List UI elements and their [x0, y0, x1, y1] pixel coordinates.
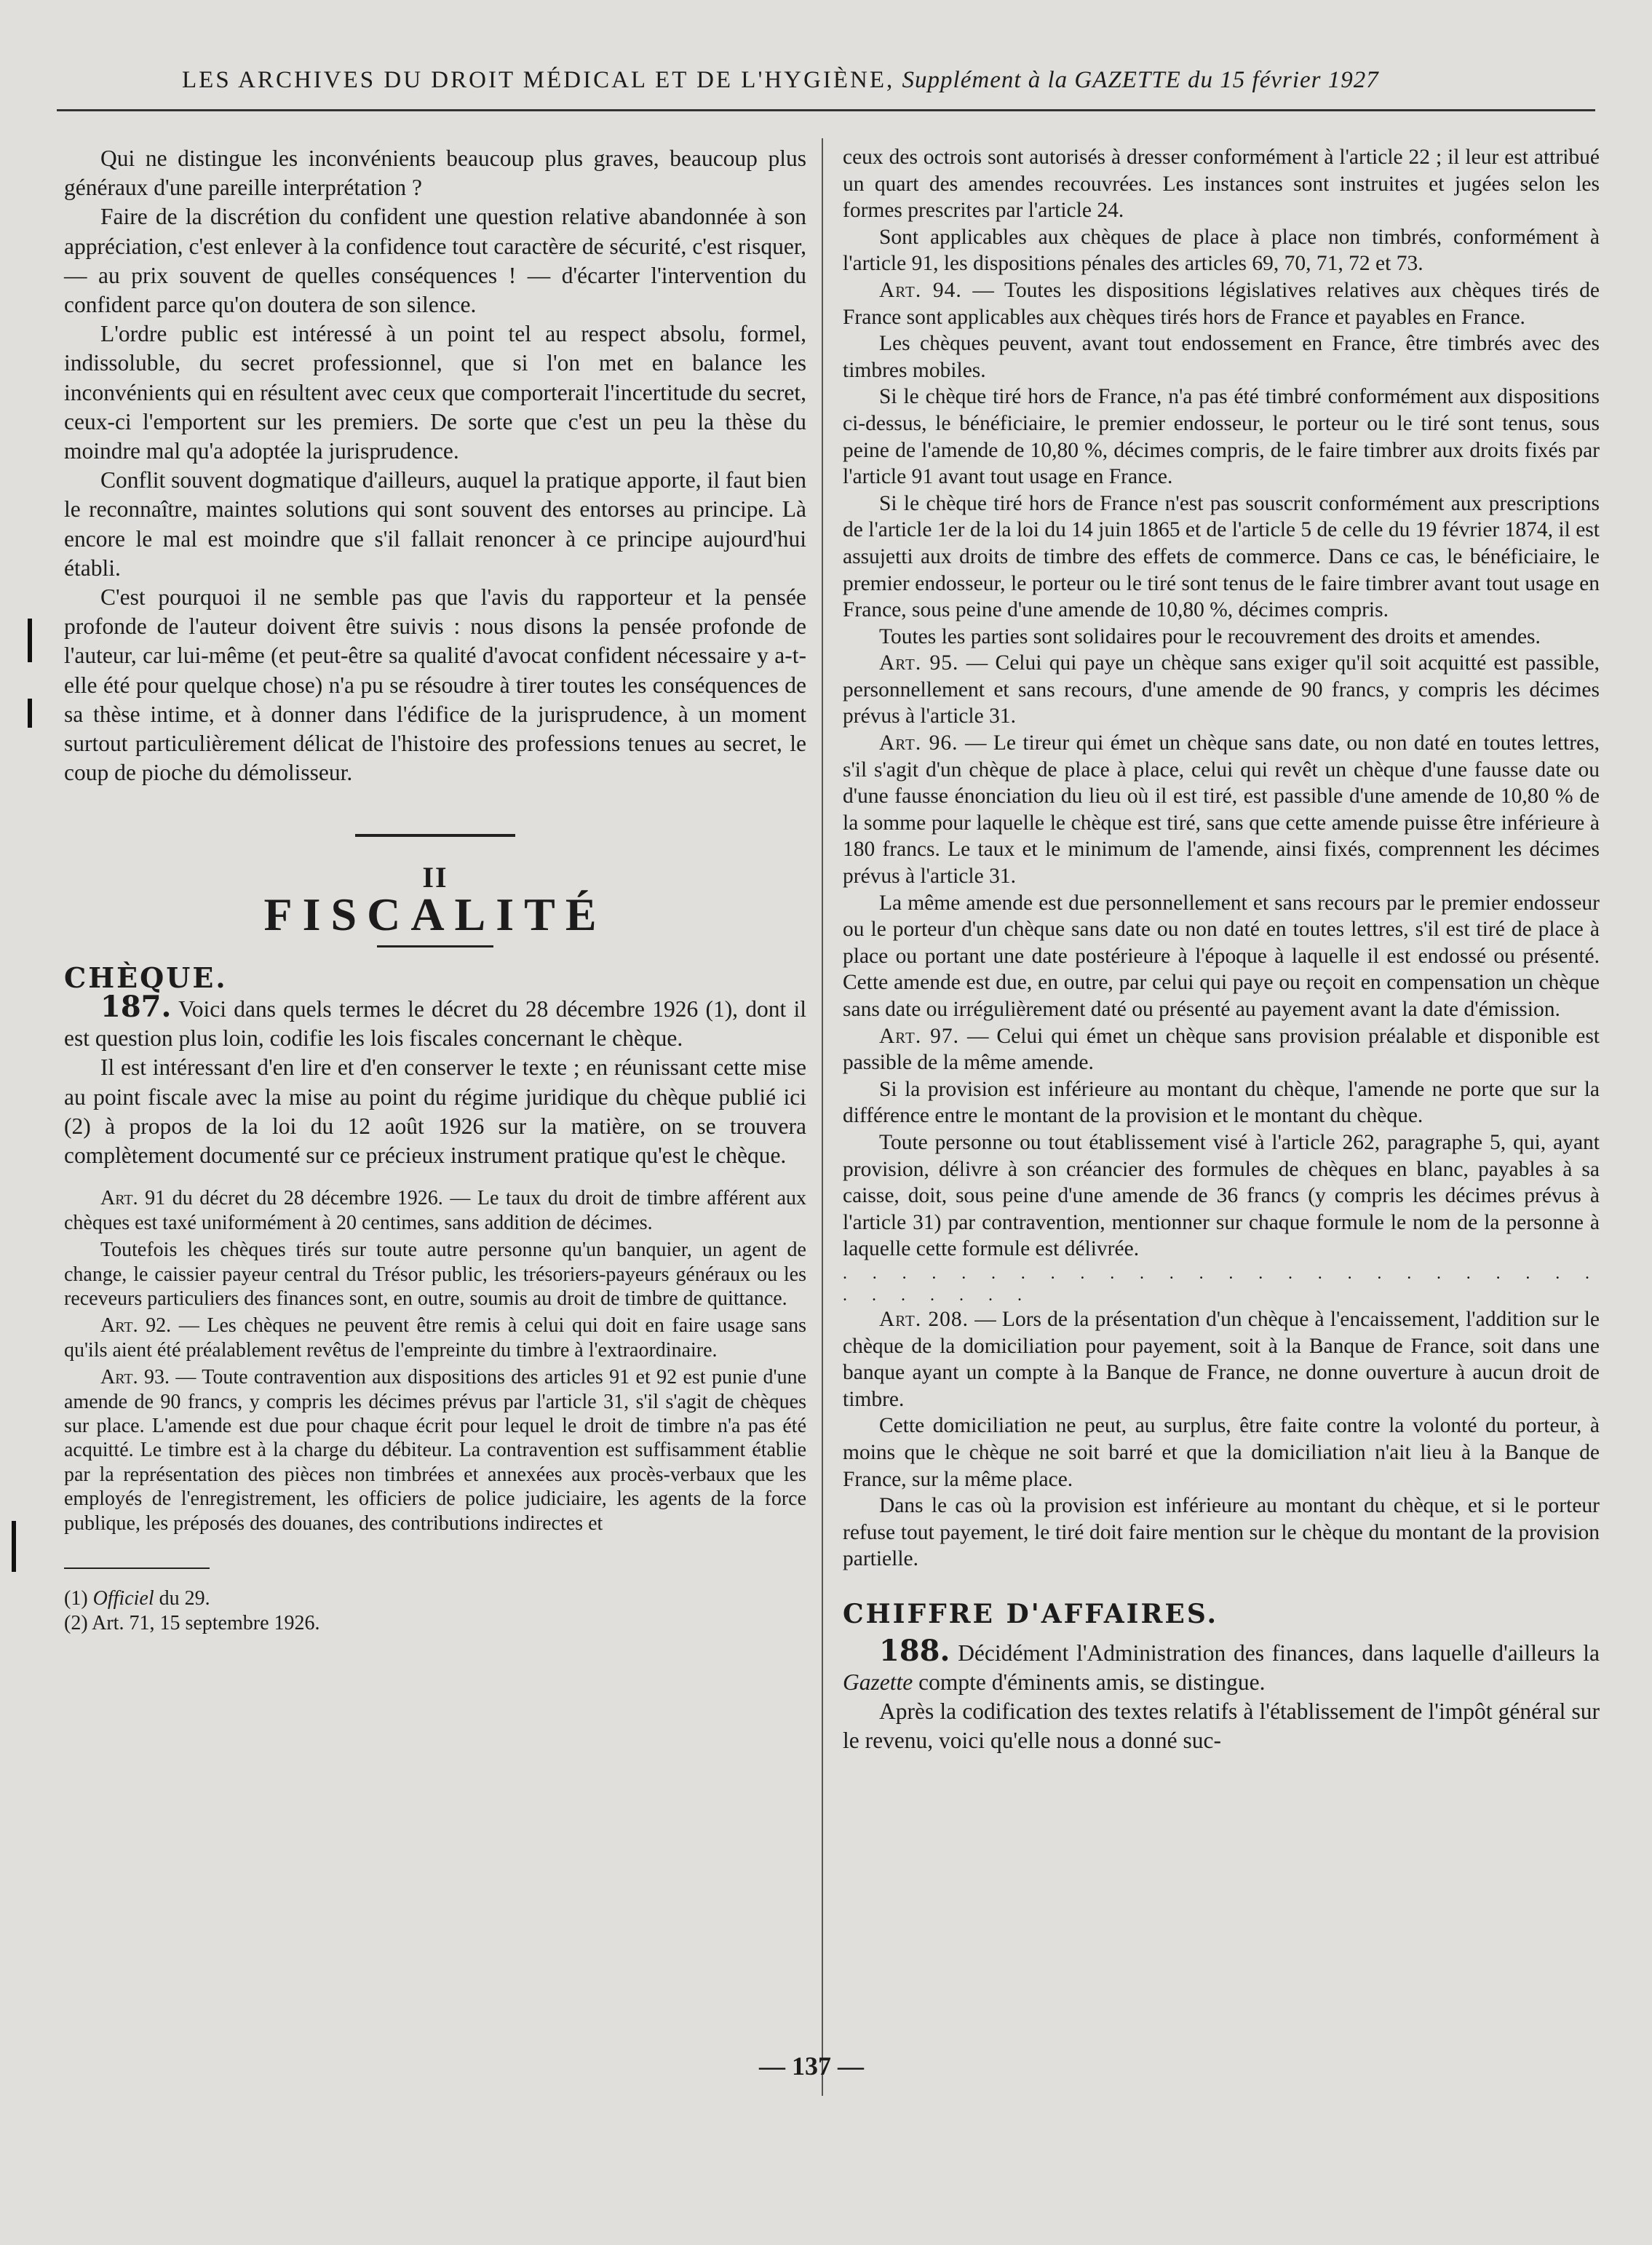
article-text: — Celui qui émet un chèque sans provision préalable et disponible est passible de la même amende.: [843, 1024, 1600, 1075]
paragraph: Sont applicables aux chèques de place à place non timbrés, conformément à l'article 91, les dispositions pénales des articles 69, 70, 71, 72 et 73.: [843, 225, 1600, 276]
left-column: [64, 144, 806, 1636]
section-number: II: [422, 861, 448, 894]
paragraph: La même amende est due personnellement et sans recours par le premier endosseur ou le porteur d'un chèque sans date ou non daté en toutes lettres, s'il est tiré de place à place ou portant une date postérieure à l'époque à laquelle il est endossé ou présenté. Cette amende est due, en outre, par celui qui paye ou reçoit en compensation un chèque sans date ou irrégulièrement daté ou présenté au payement avant la date d'émission.: [843, 891, 1600, 1021]
paragraph: Conflit souvent dogmatique d'ailleurs, auquel la pratique apporte, il faut bien le reconnaître, maintes solutions qui sont souvent des entorses au principe. Là encore le mal est moindre que s'il fallait renoncer à ce principe aujourd'hui établi.: [64, 467, 806, 581]
paragraph: ceux des octrois sont autorisés à dresser conformément à l'article 22 ; il leur est attribué un quart des amendes recouvrées. Les instances sont instruites et jugées selon les formes prescrites par l'article 24.: [843, 146, 1600, 223]
article-label: Art. 97.: [879, 1024, 960, 1048]
article-208: [843, 1306, 1600, 1412]
article-96: [843, 730, 1600, 890]
article-text: — Celui qui paye un chèque sans exiger qu'il soit acquitté est passible, personnellement et sans recours, d'une amende de 90 francs, y compris les décimes prévus à l'article 31.: [843, 651, 1600, 728]
paragraph: Faire de la discrétion du confident une question relative abandonnée à son appréciation, c'est enlever à la confidence tout caractère de sécurité, c'est risquer, — au prix souvent de quelles conséquences ! — d'écarter l'intervention du confident parce qu'on doutera de son silence.: [64, 204, 806, 318]
article-text: Toutefois les chèques tirés sur toute autre personne qu'un banquier, un agent de change, le caissier payeur central du Trésor public, les trésoriers-payeurs généraux ou les receveurs particuliers des finances sont, en outre, soumis au droit de timbre de quittance.: [64, 1239, 806, 1310]
rubric-chiffre-affaires: CHIFFRE D'AFFAIRES.: [843, 1598, 1219, 1629]
article-92: [64, 1314, 806, 1362]
running-head-title: LES ARCHIVES DU DROIT MÉDICAL ET DE L'HYGIÈNE,: [182, 67, 895, 93]
paragraph: Si la provision est inférieure au montant du chèque, l'amende ne porte que sur la différence entre le montant de la provision et le montant du chèque.: [843, 1077, 1600, 1128]
article-94: [843, 277, 1600, 330]
article-93: [64, 1365, 806, 1535]
article-label: Art. 91: [100, 1187, 166, 1210]
article-97: [843, 1023, 1600, 1076]
paragraph-text: Voici dans quels termes le décret du 28 décembre 1926 (1), dont il est question plus loin, codifie les lois fiscales concernant le chèque.: [64, 996, 807, 1052]
rubric-cheque: CHÈQUE.: [64, 961, 228, 994]
right-column: [843, 144, 1600, 1755]
paragraph: Qui ne distingue les inconvénients beaucoup plus graves, beaucoup plus généraux d'une pareille interprétation ?: [64, 146, 806, 201]
paragraph-number: 187.: [100, 990, 172, 1025]
paragraph: Cette domiciliation ne peut, au surplus, être faite contre la volonté du porteur, à moins que le chèque ne soit barré et que la domiciliation n'ait lieu à la Banque de France, sur la même place.: [843, 1414, 1600, 1491]
paragraph: Les chèques peuvent, avant tout endossement en France, être timbrés avec des timbres mobiles.: [843, 332, 1600, 382]
paragraph: Toute personne ou tout établissement visé à l'article 262, paragraphe 5, qui, ayant provision, délivre à son créancier des formules de chèques en blanc, payables à sa caisse, doit, sous peine d'une amende de 36 francs (y compris les décimes prévus à l'article 31) par contravention, mentionner sur chaque formule le nom de la personne à laquelle cette formule est délivrée.: [843, 1130, 1600, 1261]
article-95: [843, 650, 1600, 730]
paragraph-text: Décidément l'Administration des finances, dans laquelle d'ailleurs la: [958, 1640, 1600, 1666]
paragraph-italic: Gazette: [843, 1669, 913, 1695]
margin-mark: [28, 699, 32, 728]
paragraph: C'est pourquoi il ne semble pas que l'avis du rapporteur et la pensée profonde de l'auteur doivent être suivis : nous disons la pensée profonde de l'auteur, car lui-même (et peut-être sa qualité d'avocat confident nécessaire y a-t-elle été pour quelque chose) n'a pu se résoudre à tirer toutes les conséquences de sa thèse intime, et à donner dans l'édifice de la jurisprudence, à un moment surtout particulièrement délicat de l'histoire des professions tenues au secret, le coup de pioche du démolisseur.: [64, 584, 806, 786]
footnote-2: [64, 1611, 806, 1636]
paragraph: Dans le cas où la provision est inférieure au montant du chèque, et si le porteur refuse tout payement, le tiré doit faire mention sur le chèque du montant de la provision partielle.: [843, 1494, 1600, 1571]
paragraph: Toutes les parties sont solidaires pour le recouvrement des droits et amendes.: [879, 624, 1541, 648]
article-text: du décret du 28 décembre 1926. — Le taux du droit de timbre afférent aux chèques est taxé uniformément à 20 centimes, sans addition de décimes.: [64, 1187, 807, 1234]
article-text: — Toutes les dispositions législatives relatives aux chèques tirés de France sont applicables aux chèques tirés hors de France et payables en France.: [843, 278, 1600, 329]
article-label: Art. 96.: [879, 731, 958, 755]
article-text: — Toute contravention aux dispositions des articles 91 et 92 est punie d'une amende de 90 francs, y compris les décimes prévus par l'article 31, s'il s'agit de chèques sur place. L'amende est due pour chaque écrit pour lequel le droit de timbre n'a pas été acquitté. Le timbre est à la charge du débiteur. La contravention est suffisamment établie par la représentation des pièces non timbrées et annexées aux procès-verbaux que les employés de l'enregistrement, les officiers de police judiciaire, les agents de la force publique, les préposés des douanes, des contributions indirectes et: [64, 1366, 807, 1535]
footnote-mark: (1): [64, 1586, 88, 1610]
footnote-mark: (2): [64, 1611, 88, 1634]
running-head: [182, 67, 1485, 94]
article-label: Art. 94.: [879, 278, 962, 302]
page-number: — 137 —: [759, 2051, 864, 2081]
article-label: Art. 95.: [879, 651, 959, 675]
paragraph-number: 188.: [879, 1633, 950, 1668]
paragraph: Après la codification des textes relatifs à l'établissement de l'impôt général sur le revenu, voici qu'elle nous a donné suc-: [843, 1698, 1600, 1753]
footnote-italic: Officiel: [92, 1586, 154, 1610]
article-text: — Le tireur qui émet un chèque sans date, ou non daté en toutes lettres, s'il s'agit d'un chèque de place à place, celui qui revêt un chèque d'une fausse date ou d'une fausse énonciation du lieu où il est tiré, est passible d'une amende de 10,80 % de la somme pour laquelle le chèque est tiré, sans que cette amende puisse être inférieure à 180 francs. Le taux et le minimum de l'amende, ainsi fixés, comprennent les décimes prévus à l'article 31.: [843, 731, 1600, 889]
paragraph: Si le chèque tiré hors de France, n'a pas été timbré conformément aux dispositions ci-dessus, le bénéficiaire, le premier endosseur, le porteur ou le tiré sont tenus, sous peine de l'amende de 10,80 %, décimes compris, de le faire timbrer aux droits fixés par l'article 91 avant tout usage en France.: [843, 385, 1600, 489]
footnote-text: Art. 71, 15 septembre 1926.: [92, 1611, 320, 1634]
paragraph: Si le chèque tiré hors de France n'est pas souscrit conformément aux prescriptions de l'article 1er de la loi du 14 juin 1865 et de l'article 5 de celle du 19 février 1874, il est assujetti aux droits de timbre des effets de commerce. Dans ce cas, le bénéficiaire, le premier endosseur, le porteur ou le tiré sont tenus de le faire timbrer avant tout usage en France, sous peine d'une amende de 10,80 %, décimes compris.: [843, 491, 1600, 622]
footnote-text: du 29.: [159, 1586, 210, 1610]
section-ornament-rule: [355, 834, 515, 837]
paragraph-187: [64, 990, 807, 1053]
decree-articles: [64, 1186, 806, 1535]
section-title-underline: [377, 945, 493, 947]
footnote-1: [64, 1586, 806, 1611]
article-text: — Lors de la présentation d'un chèque à l'encaissement, l'addition sur le chèque de la domiciliation pour payement, soit à la Banque de France, soit dans une banque ayant un compte à la Banque de France, ne donne ouverture à aucun droit de timbre.: [843, 1307, 1600, 1411]
paragraph: Il est intéressant d'en lire et d'en conserver le texte ; en réunissant cette mise au point fiscale avec la mise au point du régime juridique du chèque publié ici (2) à propos de la loi du 12 août 1926 sur la matière, on se trouvera complètement documenté sur ce précieux instrument pratique qu'est le chèque.: [64, 1054, 806, 1169]
section-title: FISCALITÉ: [263, 888, 607, 940]
article-91: [64, 1186, 806, 1235]
ellipsis-dots: . . . . . . . . . . . . . . . . . . . . . . . . . . . . . . . . .: [843, 1263, 1600, 1305]
article-label: Art. 208.: [879, 1307, 969, 1331]
article-label: Art. 93.: [100, 1366, 170, 1389]
margin-mark: [28, 619, 32, 662]
running-head-supplement: Supplément à la GAZETTE du 15 février 1927: [902, 67, 1379, 93]
column-divider: [822, 138, 823, 2096]
paragraph-text: compte d'éminents amis, se distingue.: [918, 1669, 1266, 1695]
paragraph-188: [843, 1633, 1600, 1697]
footnote-rule: [64, 1567, 210, 1569]
margin-mark: [12, 1521, 16, 1572]
header-rule: [57, 109, 1595, 111]
article-91-continued: [64, 1238, 806, 1311]
paragraph: L'ordre public est intéressé à un point tel au respect absolu, formel, indissoluble, du secret professionnel, que si l'on met en balance les inconvénients qui en résultent avec ceux que comporterait l'incertitude du secret, ceux-ci l'emportent sur les premiers. De sorte que c'est un peu la thèse du moindre mal qu'a adoptée la jurisprudence.: [64, 321, 806, 464]
article-label: Art. 92.: [100, 1314, 172, 1338]
article-text: — Les chèques ne peuvent être remis à celui qui doit en faire usage sans qu'ils aient été préalablement revêtus de l'empreinte du timbre à l'extraordinaire.: [64, 1314, 806, 1362]
